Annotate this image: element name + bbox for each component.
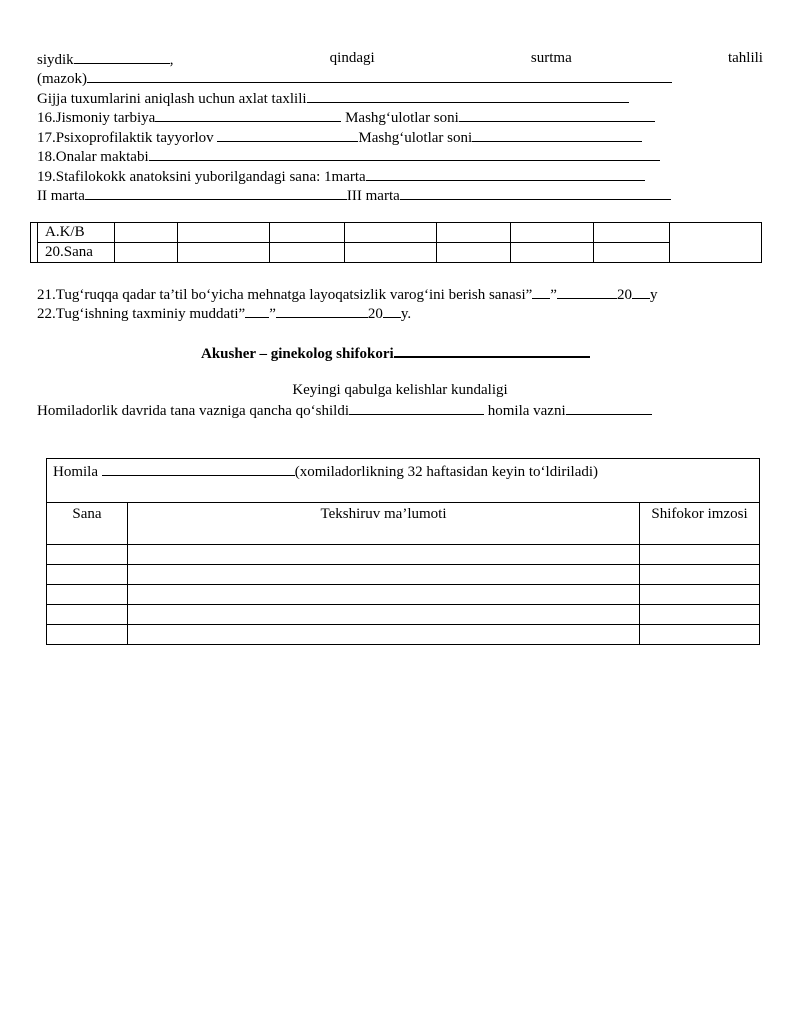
table-cell[interactable] [437,243,511,263]
table-cell[interactable] [640,585,760,605]
fetus-note: (xomiladorlikning 32 haftasidan keyin to‘ldiriladi) [294,464,599,480]
table-cell[interactable] [345,223,437,243]
physical-training-label: 16.Jismoniy tarbiya [37,110,156,126]
sessions-count-blank-2[interactable] [472,127,642,142]
mothers-school-label: 18.Onalar maktabi [37,149,149,165]
table-cell[interactable] [640,625,760,645]
table-cell[interactable] [270,223,345,243]
obstetrician-label: Akusher – ginekolog shifokori [201,346,394,362]
vaginal-label: qindagi [329,50,375,66]
third-time-blank[interactable] [400,185,671,200]
physical-training-line [37,107,655,128]
table-row [47,585,760,605]
table-cell[interactable] [437,223,511,243]
table-cell[interactable] [128,585,640,605]
table-row [47,605,760,625]
helminth-label: Gijja tuxumlarini aniqlash uchun axlat taxlili [37,91,307,107]
urine-label: siydik , [37,49,173,70]
diary-title: Keyingi qabulga kelishlar kundaligi [292,382,508,398]
sessions-count-label-2: Mashg‘ulotlar soni [358,130,473,146]
table-cell[interactable] [128,625,640,645]
table-cell[interactable] [270,243,345,263]
second-time-blank[interactable] [85,185,347,200]
mothers-school-line [37,146,660,167]
table-cell[interactable] [345,243,437,263]
mazok-label: (mazok) [37,71,87,87]
due-date-month-blank[interactable] [276,303,368,318]
sessions-count-label: Mashg‘ulotlar soni [345,110,459,126]
table-row [31,243,762,263]
mazok-line [37,68,672,89]
table-cell[interactable] [128,545,640,565]
anatoxin-line-2 [37,185,671,206]
table-cell[interactable] [640,545,760,565]
table-cell[interactable] [511,223,594,243]
due-date-line [37,303,411,324]
sessions-count-blank[interactable] [459,107,655,122]
date-row-label: 20.Sana [38,243,115,263]
table-cell[interactable] [128,565,640,585]
quote-mark: ” [550,287,557,303]
table-cell[interactable] [640,565,760,585]
table-cell[interactable] [47,605,128,625]
sick-leave-line [37,284,657,305]
anatoxin-line [37,166,645,187]
table-cell[interactable] [115,223,178,243]
sick-leave-month-blank[interactable] [557,284,617,299]
anatoxin-label: 19.Stafilokokk anatoksini yuborilgandagi sana: 1marta [37,169,366,185]
bp-row-label: A.K/B [38,223,115,243]
psychoprophylactic-line [37,127,642,148]
bp-date-table [30,222,762,263]
due-date-label: 22.Tug‘ishning taxminiy muddati” [37,306,246,322]
helminth-blank[interactable] [307,88,629,103]
table-cell[interactable] [594,243,670,263]
table-row [47,625,760,645]
table-cell[interactable] [47,625,128,645]
urine-smear-line [37,49,763,70]
year-prefix: 20 [616,287,632,303]
table-cell[interactable] [594,223,670,243]
psychoprophylactic-blank[interactable] [217,127,358,142]
sick-leave-day-blank[interactable] [532,284,550,299]
psychoprophylactic-label: 17.Psixoprofilaktik tayyorlov [37,130,214,146]
analysis-label: tahlili [727,50,763,66]
table-cell [31,223,38,263]
weight-gain-line [37,400,652,421]
mazok-blank[interactable] [87,68,672,83]
helminth-line [37,88,629,109]
table-cell[interactable] [670,223,762,263]
table-row [47,565,760,585]
table-cell[interactable] [47,585,128,605]
year-prefix: 20 [367,306,383,322]
weight-gain-blank[interactable] [349,400,484,415]
column-header-date: Sana [47,503,128,545]
column-header-exam: Tekshiruv ma’lumoti [128,503,640,545]
column-header-signature: Shifokor imzosi [640,503,760,545]
year-suffix: y. [400,306,412,322]
table-cell[interactable] [178,223,270,243]
mothers-school-blank[interactable] [149,146,660,161]
sick-leave-year-blank[interactable] [632,284,650,299]
second-time-label: II marta [37,188,85,204]
due-date-day-blank[interactable] [245,303,269,318]
quote-mark: ” [269,306,276,322]
urine-blank[interactable] [74,49,170,64]
table-cell[interactable] [128,605,640,625]
fetus-label: Homila [53,464,98,480]
table-cell[interactable] [115,243,178,263]
fetus-blank[interactable] [102,461,295,476]
third-time-label: III marta [346,188,400,204]
due-date-year-blank[interactable] [383,303,401,318]
fetus-weight-blank[interactable] [566,400,652,415]
table-cell[interactable] [47,565,128,585]
sick-leave-label: 21.Tug‘ruqqa qadar ta’til bo‘yicha mehnatga layoqatsizlik varog‘ini berish sanasi” [37,287,533,303]
physical-training-blank[interactable] [155,107,341,122]
table-header-row [47,459,760,503]
visit-diary-table [46,458,760,645]
table-cell[interactable] [178,243,270,263]
signature-blank[interactable] [394,342,590,358]
fetus-weight-label: homila vazni [487,403,566,419]
signature-line [201,342,590,364]
table-column-header-row [47,503,760,545]
fetus-header-cell [47,459,760,503]
weight-gain-label: Homiladorlik davrida tana vazniga qancha qo‘shildi [37,403,349,419]
year-suffix: y [649,287,658,303]
anatoxin-first-blank[interactable] [366,166,645,181]
smear-label: surtma [530,50,572,66]
table-row [47,545,760,565]
table-row [31,223,762,243]
table-cell[interactable] [640,605,760,625]
table-cell[interactable] [47,545,128,565]
table-cell[interactable] [511,243,594,263]
